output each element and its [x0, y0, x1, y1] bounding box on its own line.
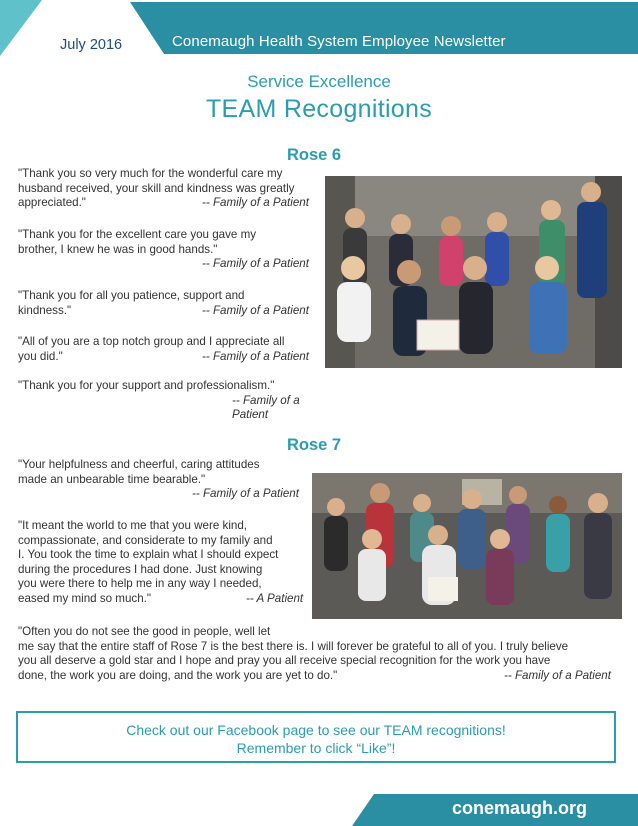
quote-attribution: -- Family of a Patient: [192, 487, 299, 501]
quote-line: husband received, your skill and kindness was greatly: [18, 181, 295, 195]
website-link[interactable]: conemaugh.org: [452, 798, 588, 818]
rose6-quote-3: [18, 289, 318, 318]
quote-line: compassionate, and considerate to my family and: [18, 533, 273, 547]
quote-attribution: -- Family of a Patient: [202, 257, 309, 271]
staff-figure: [485, 212, 509, 286]
quote-attribution: -- Family of a Patient: [202, 196, 309, 209]
quote-line: eased my mind so much.": [18, 591, 151, 605]
quote-line: "Thank you so very much for the wonderful care my: [18, 167, 283, 180]
quote-line: "Thank you for your support and professionalism.": [18, 379, 275, 392]
quote-attribution: -- Family of a Patient: [232, 393, 300, 422]
staff-figure: [486, 529, 514, 605]
quote-line: you did.": [18, 349, 63, 363]
staff-figure: [324, 498, 348, 571]
rose7-quote-3: [18, 625, 623, 683]
quote-line: you were there to help me in any way I needed,: [18, 577, 262, 591]
quote-line: "It meant the world to me that you were kind,: [18, 519, 248, 532]
rose7-quote-2: [18, 519, 318, 607]
quote-attribution: -- Family of a Patient: [504, 669, 611, 682]
staff-figure: [546, 496, 570, 572]
quote-attribution: -- Family of a Patient: [202, 349, 309, 363]
facebook-callout: [16, 711, 616, 763]
quote-line: made an unbearable time bearable.": [18, 472, 206, 486]
rose6-quote-4: [18, 335, 318, 364]
rose6-team-photo: [325, 176, 622, 368]
rose6-heading: Rose 6: [287, 146, 342, 164]
rose6-quote-2: [18, 228, 318, 272]
quote-line: done, the work you are doing, and the work you are yet to do.": [18, 668, 338, 682]
quote-line: "Thank you for the excellent care you gave my: [18, 228, 257, 241]
quote-line: "Thank you for all you patience, support and: [18, 289, 245, 302]
issue-date: July 2016: [60, 37, 123, 53]
quote-line: me say that the entire staff of Rose 7 is the best there is. I will forever be grateful to all of you. I truly believe: [18, 639, 569, 653]
rose6-quote-1: [18, 167, 318, 211]
quote-attribution: -- Family of a Patient: [202, 303, 309, 317]
rose7-heading: Rose 7: [287, 436, 342, 454]
corner-accent-triangle: [0, 0, 42, 56]
quote-line: appreciated.": [18, 196, 86, 210]
quote-line: brother, I knew he was in good hands.": [18, 242, 218, 256]
quote-line: "Your helpfulness and cheerful, caring attitudes: [18, 458, 260, 471]
quote-line: "Often you do not see the good in people, well let: [18, 625, 271, 638]
rose7-team-photo: [312, 473, 622, 619]
certificate: [417, 320, 459, 350]
quote-line: during the procedures I had done. Just knowing: [18, 562, 263, 576]
quote-line: you all deserve a gold star and I hope and pray you all receive special recognition for the work you have: [18, 654, 551, 668]
quote-line: "All of you are a top notch group and I appreciate all: [18, 335, 285, 348]
staff-figure: [358, 529, 386, 601]
section-kicker: Service Excellence: [247, 72, 391, 91]
callout-line-2: Remember to click “Like”!: [236, 740, 396, 756]
rose6-quote-5: [18, 379, 328, 423]
newsletter-title: Conemaugh Health System Employee Newsletter: [172, 33, 506, 50]
section-title: TEAM Recognitions: [205, 95, 433, 123]
quote-attribution: -- A Patient: [246, 592, 304, 605]
callout-line-1: Check out our Facebook page to see our TEAM recognitions!: [126, 722, 506, 738]
quote-line: kindness.": [18, 303, 72, 317]
certificate: [428, 577, 458, 601]
quote-line: I. You took the time to explain what I should expect: [18, 548, 279, 562]
rose7-quote-1: [18, 458, 318, 502]
staff-figure: [439, 216, 463, 286]
